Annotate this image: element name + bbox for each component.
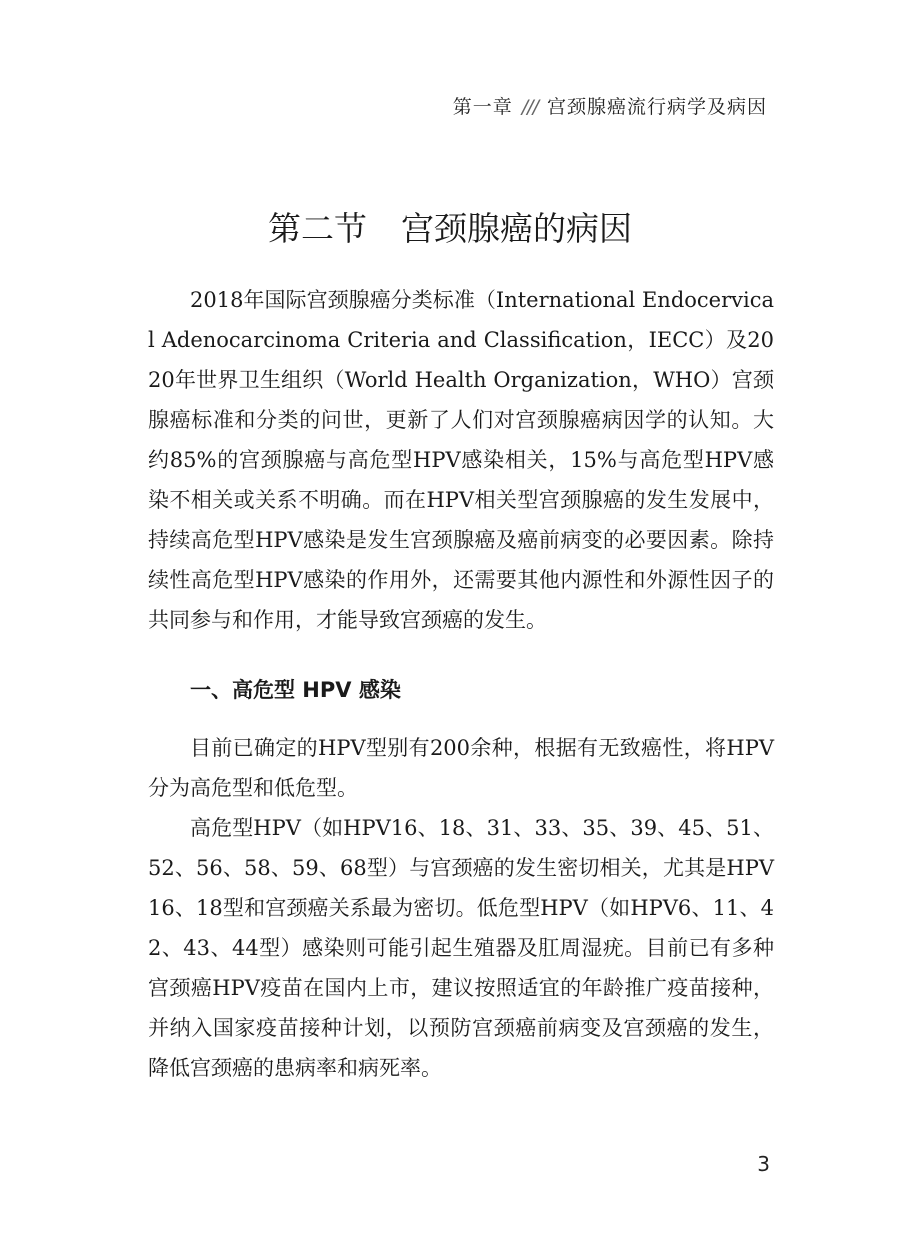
chapter-title: 宫颈腺癌流行病学及病因 bbox=[546, 96, 767, 118]
page-content bbox=[148, 280, 774, 1088]
running-header bbox=[453, 92, 767, 119]
chapter-label: 第一章 bbox=[452, 96, 513, 118]
page-number: 3 bbox=[757, 1152, 770, 1176]
section-number: 第二节 bbox=[268, 209, 367, 248]
section-title-text: 宫颈腺癌的病因 bbox=[401, 209, 632, 248]
header-separator: /// bbox=[521, 96, 538, 118]
subsection-heading: 一、高危型 HPV 感染 bbox=[190, 678, 401, 702]
subsection-paragraph-2: 高危型HPV（如HPV16、18、31、33、35、39、45、51、52、56、58、59、68型）与宫颈癌的发生密切相关，尤其是HPV16、18型和宫颈癌关系最为密切。低危型HPV（如HPV6、11、42、43、44型）感染则可能引起生殖器及肛周湿疣。目前已有多种宫颈癌HPV疫苗在国内上市，建议按照适宜的年龄推广疫苗接种，并纳入国家疫苗接种计划，以预防宫颈癌前病变及宫颈癌的发生，降低宫颈癌的患病率和病死率。 bbox=[148, 816, 774, 1080]
section-title bbox=[0, 203, 900, 250]
intro-paragraph: 2018年国际宫颈腺癌分类标准（International Endocervical Adenocarcinoma Criteria and Classification，IECC）及2020年世界卫生组织（World Health Organization，WHO）宫颈腺癌标准和分类的问世，更新了人们对宫颈腺癌病因学的认知。大约85%的宫颈腺癌与高危型HPV感染相关，15%与高危型HPV感染不相关或关系不明确。而在HPV相关型宫颈腺癌的发生发展中，持续高危型HPV感染是发生宫颈腺癌及癌前病变的必要因素。除持续性高危型HPV感染的作用外，还需要其他内源性和外源性因子的共同参与和作用，才能导致宫颈癌的发生。 bbox=[148, 288, 774, 632]
subsection-paragraph-1: 目前已确定的HPV型别有200余种，根据有无致癌性，将HPV分为高危型和低危型。 bbox=[148, 736, 774, 800]
